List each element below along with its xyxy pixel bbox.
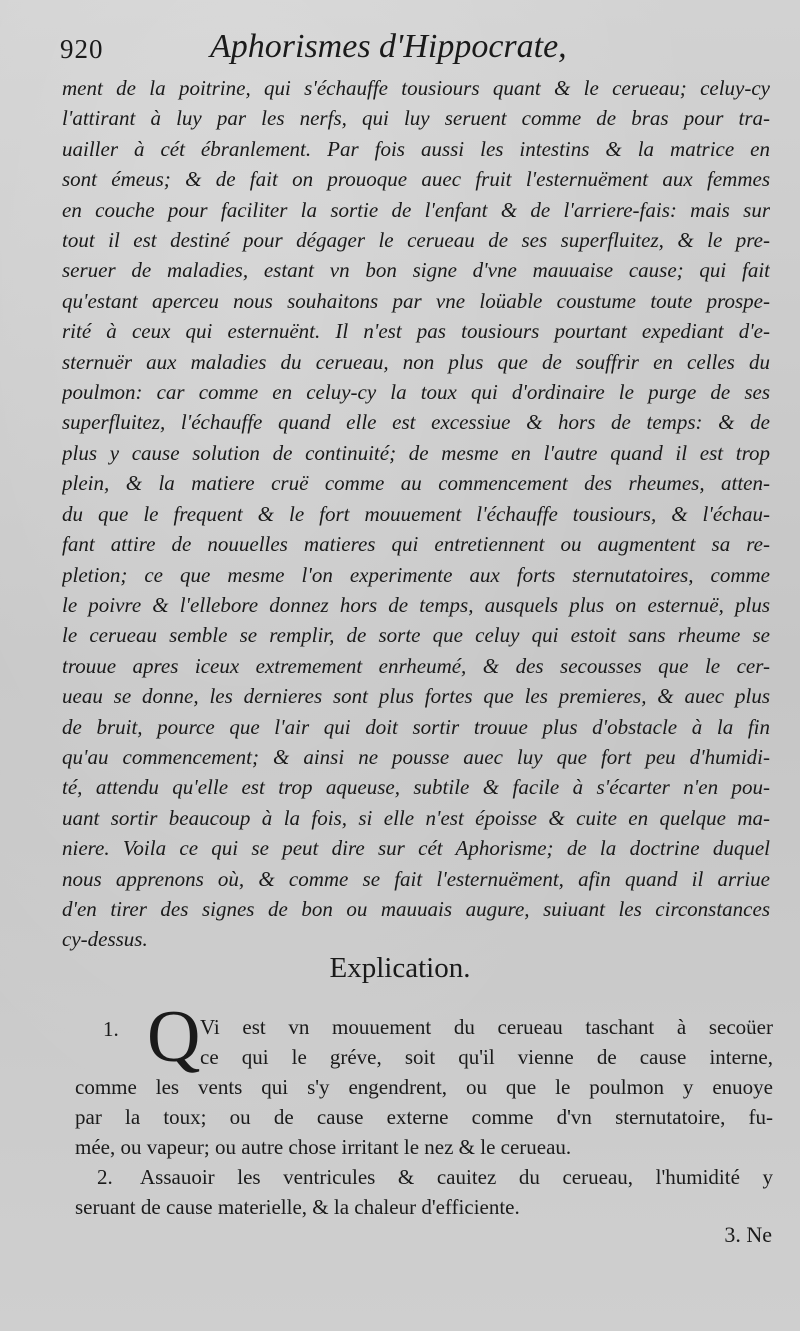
text-line: sternuër aux maladies du cerueau, non plus que de souffrir en celles du bbox=[62, 349, 770, 374]
text-line: Assauoir les ventricules & cauitez du cerueau, l'humidité y bbox=[140, 1165, 773, 1189]
text-line: plein, & la matiere cruë comme au commencement des rheumes, atten- bbox=[62, 471, 770, 496]
text-line: plus y cause solution de continuité; de mesme en l'autre quand il est trop bbox=[62, 440, 770, 465]
text-line: fant attire de nouuelles matieres qui entretiennent ou augmentent sa re- bbox=[62, 532, 770, 557]
text-line: en couche pour faciliter la sortie de l'enfant & de l'arriere-fais: mais sur bbox=[62, 197, 770, 222]
text-line: du que le frequent & le fort mouuement l'échauffe tousiours, & l'échau- bbox=[62, 501, 770, 526]
text-line: tout il est destiné pour dégager le cerueau de ses superfluitez, & le pre- bbox=[62, 228, 770, 253]
text-line: de bruit, pource que l'air qui doit sortir trouue plus d'obstacle à la fin bbox=[62, 714, 770, 739]
catchword: 3. Ne bbox=[724, 1222, 772, 1247]
text-line: rité à ceux qui esternuënt. Il n'est pas tousiours pourtant expediant d'e- bbox=[62, 319, 770, 344]
text-line: par la toux; ou de cause externe comme d'vn sternutatoire, fu- bbox=[75, 1105, 773, 1129]
text-line: le poivre & l'ellebore donnez hors de temps, ausquels plus on esternuë, plus bbox=[62, 592, 770, 617]
text-line: ment de la poitrine, qui s'échauffe tousiours quant & le cerueau; celuy-cy bbox=[62, 76, 770, 100]
text-line: nous apprenons où, & comme se fait l'esternuëment, afin quand il arriue bbox=[62, 866, 770, 891]
explication-item-1 bbox=[75, 996, 773, 1078]
text-line: té, attendu qu'elle est trop aqueuse, subtile & facile à s'écarter n'en pou- bbox=[62, 775, 770, 800]
text-line: mée, ou vapeur; ou autre chose irritant le nez & le cerueau. bbox=[75, 1135, 572, 1159]
page-header bbox=[55, 28, 770, 68]
text-line: ueau se donne, les dernieres sont plus fortes que les premieres, & auec plus bbox=[62, 684, 770, 709]
text-line: uant sortir beaucoup à la fois, si elle n'est époisse & cuite en quelque ma- bbox=[62, 805, 770, 830]
text-line: comme les vents qui s'y engendrent, ou que le poulmon y enuoye bbox=[75, 1075, 773, 1099]
explication-list bbox=[75, 996, 773, 1222]
text-line: sont émeus; & de fait on prouoque auec fruit l'esternuëment aux femmes bbox=[62, 167, 770, 192]
text-line: ce qui le gréve, soit qu'il vienne de cause interne, bbox=[200, 1045, 773, 1069]
text-line: uailler à cét ébranlement. Par fois aussi les intestins & la matrice en bbox=[62, 136, 770, 161]
text-line: superfluitez, l'échauffe quand elle est excessiue & hors de temps: & de bbox=[62, 410, 770, 435]
item-number: 2. bbox=[97, 1165, 113, 1189]
section-heading: Explication. bbox=[329, 952, 471, 984]
text-line: pletion; ce que mesme l'on experimente aux forts sternutatoires, comme bbox=[62, 562, 770, 587]
text-line: le cerueau semble se remplir, de sorte que celuy qui estoit sans rheume se bbox=[62, 623, 770, 648]
text-line: l'attirant à luy par les nerfs, qui luy seruent comme de bras pour tra- bbox=[62, 106, 770, 131]
text-line: poulmon: car comme en celuy-cy la toux qui d'ordinaire le purge de ses bbox=[62, 380, 770, 405]
text-line: cy-dessus. bbox=[62, 927, 148, 952]
item-number: 1. bbox=[103, 1017, 119, 1041]
text-line: seruer de maladies, estant vn bon signe d'vne mauuaise cause; qui fait bbox=[62, 258, 770, 283]
commentary-text bbox=[62, 73, 770, 955]
text-line: qu'estant aperceu nous souhaitons par vne loüable coustume toute prospe- bbox=[62, 288, 770, 313]
drop-capital: Q bbox=[147, 996, 201, 1078]
text-line: Vi est vn mouuement du cerueau taschant à secoüer bbox=[200, 1015, 773, 1039]
text-line: qu'au commencement; & ainsi ne pousse auec luy que fort peu d'humidi- bbox=[62, 744, 770, 769]
text-line: trouue apres iceux extremement enrheumé, & des secousses que le cer- bbox=[62, 653, 770, 678]
text-line: d'en tirer des signes de bon ou mauuais augure, suiuant les circonstances bbox=[62, 896, 770, 921]
running-title: Aphorismes d'Hippocrate, bbox=[210, 28, 567, 65]
page-number: 920 bbox=[60, 34, 104, 64]
explication-item-2 bbox=[75, 1162, 773, 1192]
text-line: seruant de cause materielle, & la chaleur d'efficiente. bbox=[75, 1195, 520, 1219]
text-line: niere. Voila ce qui se peut dire sur cét Aphorisme; de la doctrine duquel bbox=[62, 836, 770, 861]
